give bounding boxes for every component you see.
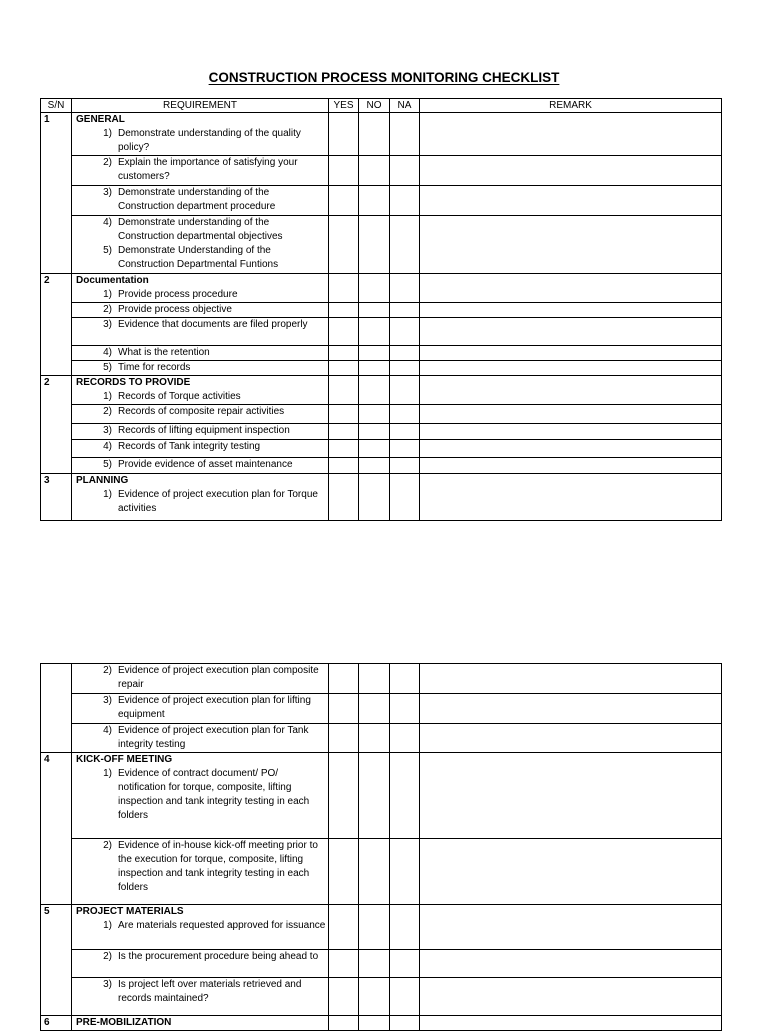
na-checkbox[interactable]: [390, 318, 420, 346]
remark-field[interactable]: [420, 274, 722, 303]
remark-field[interactable]: [420, 424, 722, 440]
yes-checkbox[interactable]: [329, 950, 359, 978]
yes-checkbox[interactable]: [329, 405, 359, 424]
no-checkbox[interactable]: [359, 724, 390, 753]
table-row: [41, 424, 722, 440]
table-row: [41, 303, 722, 318]
item-text: Demonstrate Understanding of the Construction Departmental Funtions: [118, 245, 279, 270]
remark-field[interactable]: [420, 458, 722, 474]
requirement-cell: [72, 724, 329, 753]
item-number: 3): [103, 319, 112, 330]
item-text: Evidence of project execution plan for Torque activities: [118, 489, 318, 514]
remark-field[interactable]: [420, 978, 722, 1016]
no-checkbox[interactable]: [359, 424, 390, 440]
remark-field[interactable]: [420, 440, 722, 458]
no-checkbox[interactable]: [359, 186, 390, 216]
na-checkbox[interactable]: [390, 156, 420, 186]
yes-checkbox[interactable]: [329, 839, 359, 905]
table-row: [41, 346, 722, 361]
section-title: GENERAL: [76, 114, 125, 125]
yes-checkbox[interactable]: [329, 474, 359, 521]
requirement-cell: [72, 753, 329, 839]
item-text: Demonstrate understanding of the Construction department procedure: [118, 187, 276, 212]
yes-checkbox[interactable]: [329, 113, 359, 156]
table-row: [41, 216, 722, 274]
yes-checkbox[interactable]: [329, 216, 359, 274]
table-row: [41, 376, 722, 405]
no-checkbox[interactable]: [359, 978, 390, 1016]
no-checkbox[interactable]: [359, 274, 390, 303]
na-checkbox[interactable]: [390, 186, 420, 216]
remark-field[interactable]: [420, 346, 722, 361]
item-number: 3): [103, 187, 112, 198]
na-checkbox[interactable]: [390, 950, 420, 978]
table-row: [41, 950, 722, 978]
requirement-cell: [72, 458, 329, 474]
requirement-cell: [72, 905, 329, 950]
requirement-cell: [72, 978, 329, 1016]
yes-checkbox[interactable]: [329, 186, 359, 216]
table-row: [41, 113, 722, 156]
requirement-cell: [72, 186, 329, 216]
table-row: [41, 724, 722, 753]
no-checkbox[interactable]: [359, 664, 390, 694]
requirement-cell: [72, 424, 329, 440]
yes-checkbox[interactable]: [329, 376, 359, 405]
remark-field[interactable]: [420, 361, 722, 376]
item-number: 1): [103, 920, 112, 931]
section-number: 2: [41, 376, 72, 474]
table-row: [41, 186, 722, 216]
requirement-cell: [72, 376, 329, 405]
remark-field[interactable]: [420, 694, 722, 724]
na-checkbox[interactable]: [390, 376, 420, 405]
na-checkbox[interactable]: [390, 424, 420, 440]
header-requirement: REQUIREMENT: [72, 99, 329, 113]
no-checkbox[interactable]: [359, 839, 390, 905]
na-checkbox[interactable]: [390, 216, 420, 274]
item-number: 4): [103, 347, 112, 358]
remark-field[interactable]: [420, 303, 722, 318]
item-text: Are materials requested approved for issuance: [118, 920, 326, 931]
item-text: Demonstrate understanding of the Construction departmental objectives: [118, 217, 283, 242]
yes-checkbox[interactable]: [329, 753, 359, 839]
remark-field[interactable]: [420, 474, 722, 521]
na-checkbox[interactable]: [390, 839, 420, 905]
remark-field[interactable]: [420, 216, 722, 274]
item-text: Evidence that documents are filed properly: [118, 319, 308, 330]
section-number: 1: [41, 113, 72, 274]
item-text: Is the procurement procedure being ahead to: [118, 951, 319, 962]
table-row: [41, 156, 722, 186]
no-checkbox[interactable]: [359, 458, 390, 474]
table-row: [41, 318, 722, 346]
item-number: 5): [103, 245, 112, 256]
item-number: 2): [103, 304, 112, 315]
table-row: [41, 361, 722, 376]
item-number: 1): [103, 128, 112, 139]
remark-field[interactable]: [420, 905, 722, 950]
yes-checkbox[interactable]: [329, 156, 359, 186]
header-sn: S/N: [41, 99, 72, 113]
na-checkbox[interactable]: [390, 113, 420, 156]
section-title: PRE-MOBILIZATION: [76, 1017, 172, 1028]
item-text: Provide process objective: [118, 304, 232, 315]
item-number: 4): [103, 217, 112, 228]
section-title: PLANNING: [76, 475, 129, 486]
header-no: NO: [359, 99, 390, 113]
remark-field[interactable]: [420, 950, 722, 978]
requirement-cell: [72, 950, 329, 978]
table-row: [41, 405, 722, 424]
requirement-cell: [72, 694, 329, 724]
section-number: 5: [41, 905, 72, 1016]
item-text: Evidence of contract document/ PO/ notification for torque, composite, lifting inspection and tank integrity testing in each folders: [118, 768, 310, 821]
yes-checkbox[interactable]: [329, 664, 359, 694]
na-checkbox[interactable]: [390, 346, 420, 361]
item-text: What is the retention: [118, 347, 210, 358]
na-checkbox[interactable]: [390, 440, 420, 458]
yes-checkbox[interactable]: [329, 724, 359, 753]
yes-checkbox[interactable]: [329, 694, 359, 724]
na-checkbox[interactable]: [390, 1016, 420, 1031]
no-checkbox[interactable]: [359, 753, 390, 839]
yes-checkbox[interactable]: [329, 424, 359, 440]
item-text: Is project left over materials retrieved and records maintained?: [118, 979, 302, 1004]
item-number: 1): [103, 289, 112, 300]
yes-checkbox[interactable]: [329, 361, 359, 376]
table-row: [41, 1016, 722, 1031]
yes-checkbox[interactable]: [329, 440, 359, 458]
no-checkbox[interactable]: [359, 361, 390, 376]
item-number: 2): [103, 665, 112, 676]
item-text: Evidence of project execution plan for lifting equipment: [118, 695, 311, 720]
yes-checkbox[interactable]: [329, 978, 359, 1016]
remark-field[interactable]: [420, 113, 722, 156]
yes-checkbox[interactable]: [329, 905, 359, 950]
table-row: [41, 458, 722, 474]
no-checkbox[interactable]: [359, 376, 390, 405]
no-checkbox[interactable]: [359, 694, 390, 724]
no-checkbox[interactable]: [359, 216, 390, 274]
item-number: 4): [103, 725, 112, 736]
na-checkbox[interactable]: [390, 274, 420, 303]
requirement-cell: [72, 318, 329, 346]
requirement-cell: [72, 664, 329, 694]
section-title: RECORDS TO PROVIDE: [76, 377, 191, 388]
na-checkbox[interactable]: [390, 664, 420, 694]
yes-checkbox[interactable]: [329, 346, 359, 361]
item-number: 2): [103, 840, 112, 851]
no-checkbox[interactable]: [359, 1016, 390, 1031]
yes-checkbox[interactable]: [329, 458, 359, 474]
na-checkbox[interactable]: [390, 458, 420, 474]
item-text: Records of Torque activities: [118, 391, 241, 402]
remark-field[interactable]: [420, 839, 722, 905]
requirement-cell: [72, 361, 329, 376]
item-text: Evidence of project execution plan for Tank integrity testing: [118, 725, 309, 750]
requirement-cell: [72, 274, 329, 303]
header-yes: YES: [329, 99, 359, 113]
item-number: 2): [103, 157, 112, 168]
table-row: [41, 274, 722, 303]
section-number: 4: [41, 753, 72, 905]
item-number: 3): [103, 695, 112, 706]
checklist-table-page-2: [40, 663, 722, 1031]
item-number: 3): [103, 425, 112, 436]
item-text: Explain the importance of satisfying your customers?: [118, 157, 298, 182]
section-number: 2: [41, 274, 72, 376]
item-number: 2): [103, 951, 112, 962]
table-row: [41, 753, 722, 839]
item-text: Provide process procedure: [118, 289, 238, 300]
header-remark: REMARK: [420, 99, 722, 113]
item-text: Time for records: [118, 362, 191, 373]
remark-field[interactable]: [420, 376, 722, 405]
na-checkbox[interactable]: [390, 405, 420, 424]
no-checkbox[interactable]: [359, 405, 390, 424]
item-number: 1): [103, 391, 112, 402]
no-checkbox[interactable]: [359, 950, 390, 978]
item-text: Provide evidence of asset maintenance: [118, 459, 293, 470]
na-checkbox[interactable]: [390, 724, 420, 753]
na-checkbox[interactable]: [390, 361, 420, 376]
no-checkbox[interactable]: [359, 440, 390, 458]
item-number: 4): [103, 441, 112, 452]
document-title: CONSTRUCTION PROCESS MONITORING CHECKLIST: [208, 70, 560, 85]
section-title: Documentation: [76, 275, 149, 286]
section-number: 6: [41, 1016, 72, 1031]
table-row: [41, 474, 722, 521]
item-text: Evidence of project execution plan composite repair: [118, 665, 319, 690]
requirement-cell: [72, 346, 329, 361]
remark-field[interactable]: [420, 405, 722, 424]
table-row: [41, 839, 722, 905]
remark-field[interactable]: [420, 156, 722, 186]
table-row: [41, 664, 722, 694]
remark-field[interactable]: [420, 753, 722, 839]
yes-checkbox[interactable]: [329, 318, 359, 346]
requirement-cell: [72, 839, 329, 905]
na-checkbox[interactable]: [390, 474, 420, 521]
remark-field[interactable]: [420, 1016, 722, 1031]
item-text: Demonstrate understanding of the quality policy?: [118, 128, 301, 153]
requirement-cell: [72, 156, 329, 186]
requirement-cell: [72, 405, 329, 424]
na-checkbox[interactable]: [390, 905, 420, 950]
no-checkbox[interactable]: [359, 303, 390, 318]
no-checkbox[interactable]: [359, 346, 390, 361]
header-row: [41, 99, 722, 113]
item-text: Records of lifting equipment inspection: [118, 425, 290, 436]
checklist-table-page-1: [40, 98, 722, 521]
item-text: Records of Tank integrity testing: [118, 441, 261, 452]
na-checkbox[interactable]: [390, 303, 420, 318]
na-checkbox[interactable]: [390, 978, 420, 1016]
requirement-cell: [72, 1016, 329, 1031]
section-number: [41, 664, 72, 753]
requirement-cell: [72, 440, 329, 458]
item-number: 3): [103, 979, 112, 990]
remark-field[interactable]: [420, 664, 722, 694]
yes-checkbox[interactable]: [329, 274, 359, 303]
section-number: 3: [41, 474, 72, 521]
requirement-cell: [72, 303, 329, 318]
item-text: Evidence of in-house kick-off meeting prior to the execution for torque, composite, lifting inspection and tank integrity testing in each folders: [118, 840, 318, 893]
no-checkbox[interactable]: [359, 156, 390, 186]
remark-field[interactable]: [420, 186, 722, 216]
section-title: PROJECT MATERIALS: [76, 906, 184, 917]
requirement-cell: [72, 216, 329, 274]
section-title: KICK-OFF MEETING: [76, 754, 173, 765]
item-number: 5): [103, 459, 112, 470]
header-na: NA: [390, 99, 420, 113]
item-text: Records of composite repair activities: [118, 406, 285, 417]
yes-checkbox[interactable]: [329, 1016, 359, 1031]
remark-field[interactable]: [420, 724, 722, 753]
no-checkbox[interactable]: [359, 318, 390, 346]
table-row: [41, 978, 722, 1016]
requirement-cell: [72, 113, 329, 156]
no-checkbox[interactable]: [359, 905, 390, 950]
yes-checkbox[interactable]: [329, 303, 359, 318]
table-row: [41, 694, 722, 724]
no-checkbox[interactable]: [359, 474, 390, 521]
item-number: 5): [103, 362, 112, 373]
table-row: [41, 440, 722, 458]
table-row: [41, 905, 722, 950]
item-number: 1): [103, 489, 112, 500]
item-number: 2): [103, 406, 112, 417]
item-number: 1): [103, 768, 112, 779]
no-checkbox[interactable]: [359, 113, 390, 156]
na-checkbox[interactable]: [390, 753, 420, 839]
requirement-cell: [72, 474, 329, 521]
remark-field[interactable]: [420, 318, 722, 346]
na-checkbox[interactable]: [390, 694, 420, 724]
